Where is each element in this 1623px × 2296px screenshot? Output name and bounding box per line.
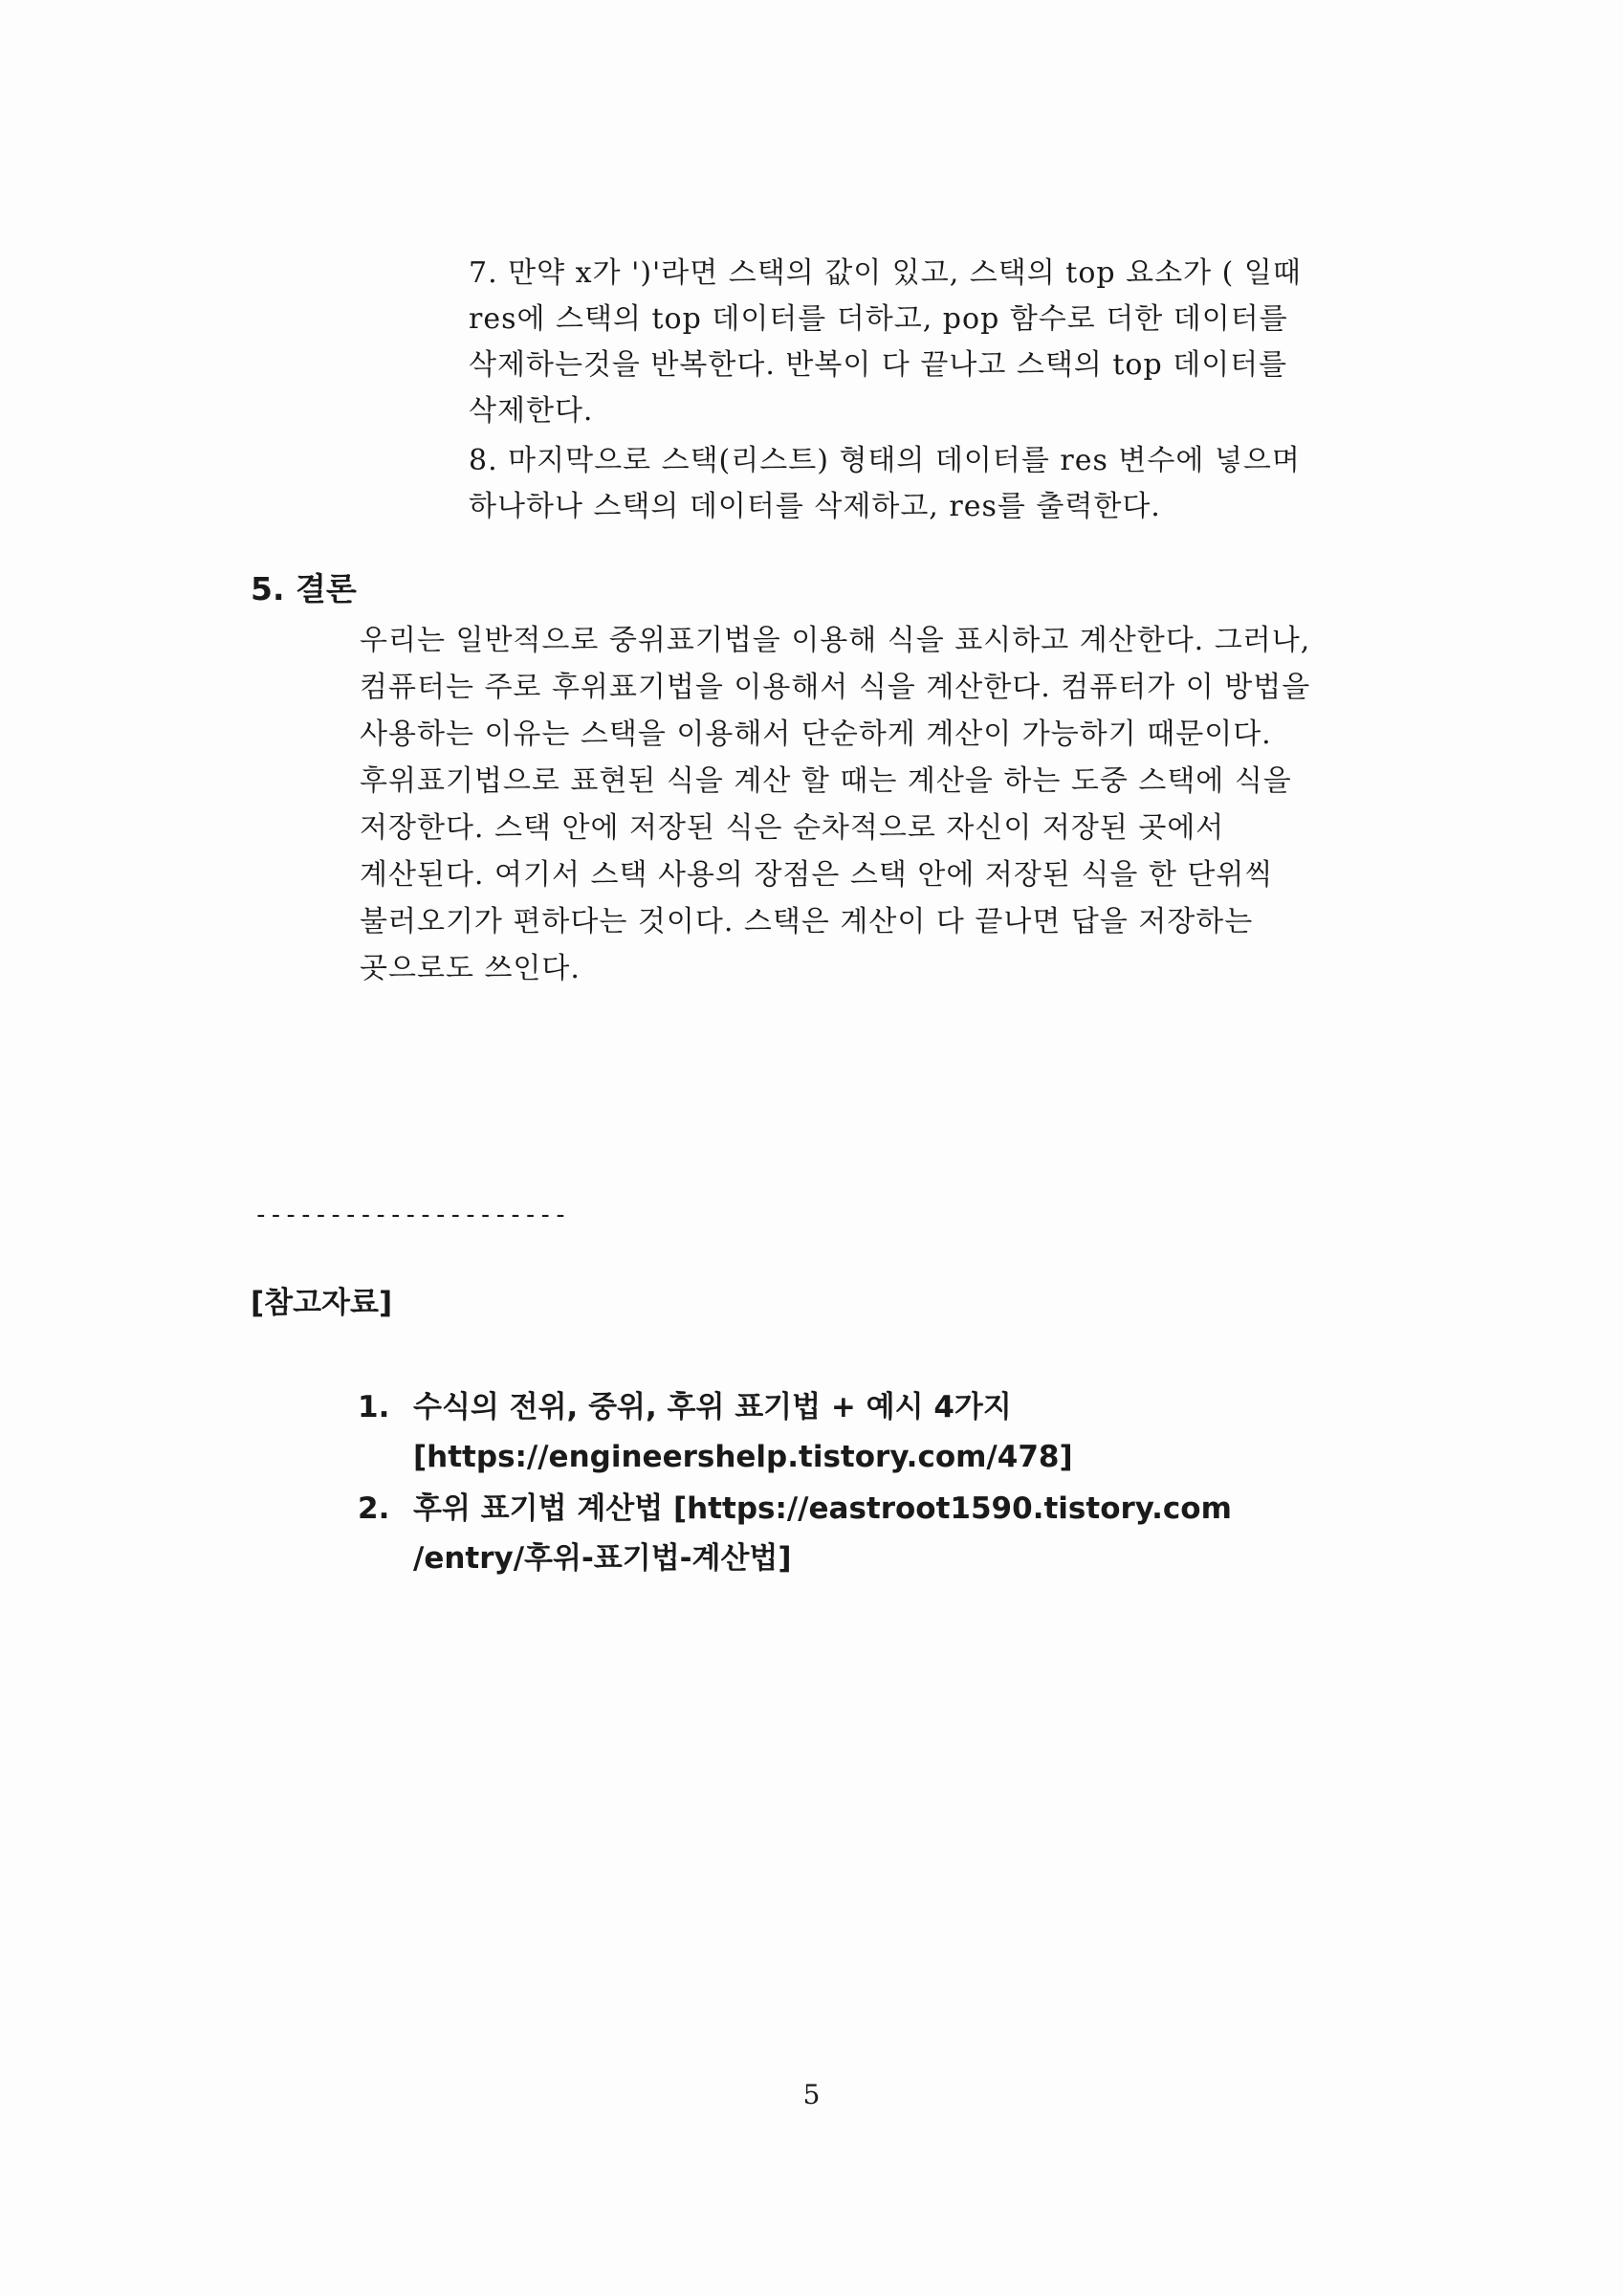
step-8 <box>469 438 1406 530</box>
reference-number: 2. <box>358 1491 390 1526</box>
conclusion-paragraph <box>360 617 1421 992</box>
paragraph-line: 우리는 일반적으로 중위표기법을 이용해 식을 표시하고 계산한다. 그러나, <box>360 624 1311 657</box>
paragraph-line: 곳으로도 쓰인다. <box>360 952 581 985</box>
step-line: 7. 만약 x가 ')'라면 스택의 값이 있고, 스택의 top 요소가 ( 일때 <box>469 256 1302 290</box>
algorithm-steps <box>469 251 1406 534</box>
paragraph-line: 컴퓨터는 주로 후위표기법을 이용해서 식을 계산한다. 컴퓨터가 이 방법을 <box>360 671 1311 704</box>
reference-link[interactable]: 후위 표기법 계산법 [https://eastroot1590.tistory.com <box>413 1491 1232 1526</box>
step-7 <box>469 251 1406 434</box>
step-line: 삭제하는것을 반복한다. 반복이 다 끝나고 스택의 top 데이터를 <box>469 348 1288 382</box>
paragraph-line: 불러오기가 편하다는 것이다. 스택은 계산이 다 끝나면 답을 저장하는 <box>360 905 1254 938</box>
references-list <box>358 1382 1314 1585</box>
step-line: res에 스택의 top 데이터를 더하고, pop 함수로 더한 데이터를 <box>469 302 1288 336</box>
page-number: 5 <box>802 2079 821 2110</box>
step-line: 8. 마지막으로 스택(리스트) 형태의 데이터를 res 변수에 넣으며 <box>469 444 1301 477</box>
reference-link[interactable]: /entry/후위-표기법-계산법] <box>413 1541 792 1576</box>
paragraph-line: 사용하는 이유는 스택을 이용해서 단순하게 계산이 가능하기 때문이다. <box>360 718 1272 751</box>
reference-link[interactable]: [https://engineershelp.tistory.com/478] <box>413 1440 1073 1474</box>
paragraph-line: 저장한다. 스택 안에 저장된 식은 순차적으로 자신이 저장된 곳에서 <box>360 811 1225 845</box>
reference-item <box>358 1484 1314 1583</box>
step-line: 삭제한다. <box>469 394 594 428</box>
paragraph-line: 후위표기법으로 표현된 식을 계산 할 때는 계산을 하는 도중 스택에 식을 <box>360 764 1292 798</box>
references-heading: [참고자료] <box>251 1286 393 1320</box>
reference-number: 1. <box>358 1390 390 1424</box>
paragraph-line: 계산된다. 여기서 스택 사용의 장점은 스택 안에 저장된 식을 한 단위씩 <box>360 858 1274 892</box>
reference-item <box>358 1382 1314 1482</box>
section-divider: --------------------- <box>253 1201 568 1229</box>
reference-line: 수식의 전위, 중위, 후위 표기법 + 예시 4가지 <box>413 1390 1012 1424</box>
conclusion-heading: 5. 결론 <box>251 570 357 607</box>
step-line: 하나하나 스택의 데이터를 삭제하고, res를 출력한다. <box>469 490 1161 523</box>
